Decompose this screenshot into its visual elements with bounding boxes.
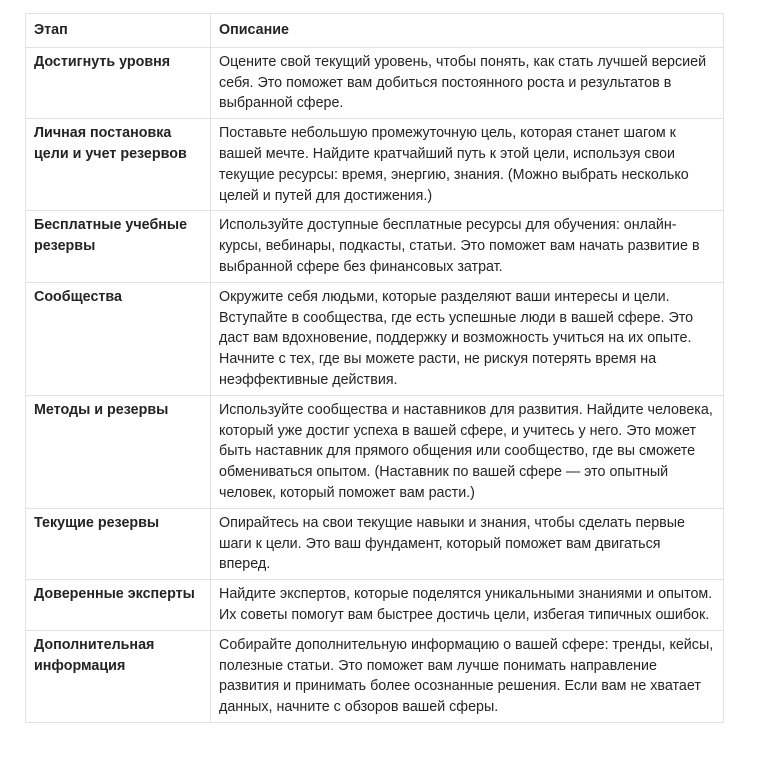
stage-cell: Доверенные эксперты <box>26 580 211 631</box>
description-cell: Опирайтесь на свои текущие навыки и знания, чтобы сделать первые шаги к цели. Это ваш фундамент, который поможет вам двигаться вперед. <box>211 508 724 579</box>
table-row <box>26 119 724 211</box>
header-stage: Этап <box>26 14 211 48</box>
stage-cell: Бесплатные учебные резервы <box>26 211 211 282</box>
description-cell: Окружите себя людьми, которые разделяют ваши интересы и цели. Вступайте в сообщества, где есть успешные люди в вашей сфере. Это даст вам вдохновение, поддержку и возможность учиться на их опыте. Начните с тех, где вы можете расти, не рискуя потерять время на неэффективные действия. <box>211 282 724 395</box>
table-row <box>26 47 724 118</box>
table-row <box>26 282 724 395</box>
stage-cell: Сообщества <box>26 282 211 395</box>
stage-cell: Текущие резервы <box>26 508 211 579</box>
table-row <box>26 508 724 579</box>
description-cell: Поставьте небольшую промежуточную цель, которая станет шагом к вашей мечте. Найдите кратчайший путь к этой цели, используя свои текущие ресурсы: время, энергию, знания. (Можно выбрать несколько целей и путей для достижения.) <box>211 119 724 211</box>
stage-cell: Достигнуть уровня <box>26 47 211 118</box>
stage-cell: Личная постановка цели и учет резервов <box>26 119 211 211</box>
description-cell: Оцените свой текущий уровень, чтобы понять, как стать лучшей версией себя. Это поможет вам добиться постоянного роста и результатов в выбранной сфере. <box>211 47 724 118</box>
table-row <box>26 395 724 508</box>
table-row <box>26 630 724 722</box>
description-cell: Используйте сообщества и наставников для развития. Найдите человека, который уже достиг успеха в вашей сфере, и учитесь у него. Это может быть наставник для прямого общения или сообщество, где вы сможете обмениваться опытом. (Наставник по вашей сфере — это опытный человек, который поможет вам расти.) <box>211 395 724 508</box>
description-cell: Найдите экспертов, которые поделятся уникальными знаниями и опытом. Их советы помогут вам быстрее достичь цели, избегая типичных ошибок. <box>211 580 724 631</box>
table-row <box>26 580 724 631</box>
content-area <box>25 13 723 723</box>
stage-cell: Дополнительная информация <box>26 630 211 722</box>
table-row <box>26 211 724 282</box>
table-header-row <box>26 14 724 48</box>
stage-cell: Методы и резервы <box>26 395 211 508</box>
description-cell: Используйте доступные бесплатные ресурсы для обучения: онлайн-курсы, вебинары, подкасты, статьи. Это поможет вам начать развитие в выбранной сфере без финансовых затрат. <box>211 211 724 282</box>
description-cell: Собирайте дополнительную информацию о вашей сфере: тренды, кейсы, полезные статьи. Это поможет вам лучше понимать направление развития и принимать более осознанные решения. Если вам не хватает данных, начните с обзоров вашей сферы. <box>211 630 724 722</box>
stages-table <box>25 13 724 723</box>
header-description: Описание <box>211 14 724 48</box>
